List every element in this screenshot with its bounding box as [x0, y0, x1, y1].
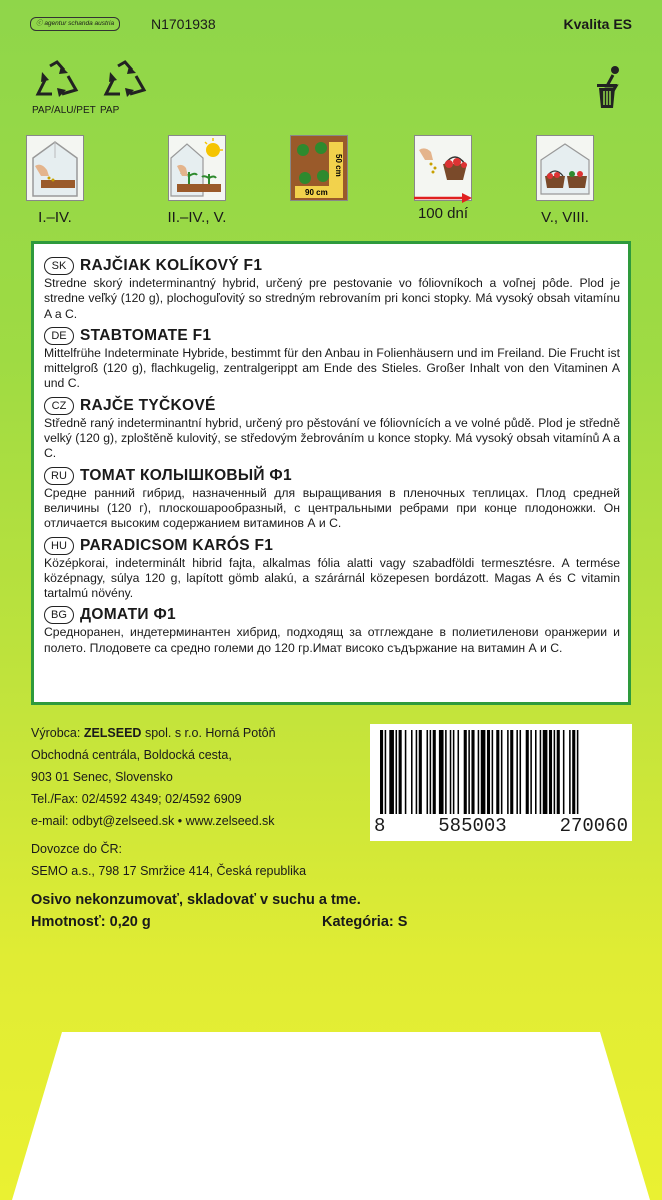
- section-title: ДОМАТИ Ф1: [80, 606, 176, 624]
- barcode-bar: [554, 730, 556, 814]
- spacing-b-label: 50 cm: [334, 154, 343, 177]
- manufacturer-company: ZELSEED: [83, 726, 142, 740]
- importer-info: [31, 838, 306, 882]
- category-label: Kategória: S: [322, 914, 408, 930]
- recycle-icon: [100, 60, 150, 98]
- barcode-bar: [450, 730, 452, 814]
- manufacturer-rest: spol. s r.o. Horná Potôň: [141, 726, 276, 740]
- description-box: [31, 241, 631, 705]
- step-caption: V., VIII.: [541, 209, 589, 226]
- barcode-digits-right: 270060: [559, 815, 628, 837]
- barcode-bar: [496, 730, 499, 814]
- section-text: Středně raný indeterminantní hybrid, určený pro pěstování ve fóliovnících a ve volné půdě. Plod je středně velký (120 g), zploštěně kulovitý, se středovým žebrováním u konce stopky. Má vysoký obsah vitamínů A a C.: [44, 415, 620, 461]
- barcode-bars: [380, 730, 622, 814]
- step-caption: II.–IV., V.: [167, 209, 227, 226]
- barcode-bar: [572, 730, 575, 814]
- step-greenhouse-harvest: [530, 135, 600, 226]
- section-bg: [44, 605, 620, 656]
- barcode-bar: [430, 730, 432, 814]
- barcode-bar: [427, 730, 429, 814]
- barcode-bar: [540, 730, 542, 814]
- barcode-bar: [419, 730, 422, 814]
- barcode-bar: [520, 730, 522, 814]
- step-caption: I.–IV.: [38, 209, 72, 226]
- step-spacing: [284, 135, 354, 209]
- barcode-bar: [439, 730, 444, 814]
- agentur-logo: ⓒ agentur schanda austria: [30, 17, 120, 31]
- recycle-label-left: PAP/ALU/PET: [32, 105, 96, 116]
- barcode-digits: [374, 815, 628, 837]
- spacing-a-label: 90 cm: [305, 188, 328, 197]
- barcode-bar: [492, 730, 494, 814]
- manufacturer-line: Obchodná centrála, Boldocká cesta,: [31, 748, 232, 762]
- barcode: [370, 724, 632, 841]
- header-bar: [30, 14, 632, 34]
- barcode-bar: [458, 730, 460, 814]
- barcode-bar: [411, 730, 413, 814]
- barcode-bar: [433, 730, 436, 814]
- barcode-digit-lead: 8: [374, 815, 386, 837]
- section-text: Средноранен, индетерминантен хибрид, подходящ за отглеждане в полиетиленови оранжерии и полето. Плодовете са средно големи до 120 гр.Имат високо съдържание на витамин А и С.: [44, 625, 620, 655]
- barcode-bar: [481, 730, 486, 814]
- step-harvest: [408, 135, 478, 222]
- step-sowing: [20, 135, 90, 226]
- barcode-digits-left: 585003: [438, 815, 507, 837]
- section-text: Средне ранний гибрид, назначенный для выращивания в пленочных теплицах. Плод средней величины (120 г), плоскошарообразный, с центральными ребрами при конце плодоножки. Он отличается высоким содержанием витаминов А и С.: [44, 485, 620, 531]
- greenhouse-sowing-icon: [26, 135, 84, 201]
- weight-label: Hmotnosť: 0,20 g: [31, 914, 151, 930]
- manufacturer-phone: Tel./Fax: 02/4592 4349; 02/4592 6909: [31, 792, 242, 806]
- section-title: ТОМАТ КОЛЫШКОВЫЙ Ф1: [80, 466, 292, 484]
- section-title: RAJČE TYČKOVÉ: [80, 396, 216, 414]
- barcode-bar: [399, 730, 402, 814]
- barcode-bar: [405, 730, 407, 814]
- section-text: Stredne skorý indeterminantný hybrid, určený pre pestovanie vo fóliovníkoch a voľnej pôde. Plod je stredne veľký (120 g), plochoguľovitý so stredným rebrovaním pri konci stopky. Má vysoký obsah vitamínu A a C.: [44, 276, 620, 321]
- section-de: [44, 326, 620, 392]
- spacing-grid-icon: [290, 135, 348, 201]
- quality-label: Kvalita ES: [563, 16, 632, 32]
- manufacturer-line: 903 01 Senec, Slovensko: [31, 770, 173, 784]
- barcode-bar: [478, 730, 480, 814]
- lang-badge: BG: [44, 606, 74, 624]
- section-text: Mittelfrühe Indeterminate Hybride, bestimmt für den Anbau in Folienhäusern und im Freiland. Die Frucht ist mittelgroß (120 g), flachkugelig, zentralgerippt am Ende des Stieles. Großer Inhalt von den Vitaminen A und C.: [44, 345, 620, 391]
- lang-badge: DE: [44, 327, 74, 345]
- manufacturer-prefix: Výrobca:: [31, 726, 84, 740]
- barcode-bar: [385, 730, 387, 814]
- barcode-bar: [530, 730, 532, 814]
- importer-label: Dovozce do ČR:: [31, 842, 123, 856]
- barcode-bar: [563, 730, 565, 814]
- section-cz: [44, 396, 620, 462]
- trash-bin-icon: [594, 64, 626, 115]
- importer-address: SEMO a.s., 798 17 Smržice 414, Česká republika: [31, 864, 307, 878]
- barcode-bar: [468, 730, 470, 814]
- greenhouse-harvest-icon: [536, 135, 594, 201]
- barcode-bar: [471, 730, 474, 814]
- barcode-bar: [526, 730, 529, 814]
- storage-warning: Osivo nekonzumovať, skladovať v suchu a tme.: [31, 892, 361, 908]
- lang-badge: RU: [44, 467, 74, 485]
- step-transplant: [162, 135, 232, 226]
- barcode-bar: [501, 730, 503, 814]
- packet-window: [0, 1020, 662, 1200]
- barcode-bar: [543, 730, 548, 814]
- barcode-bar: [510, 730, 513, 814]
- barcode-bar: [396, 730, 398, 814]
- section-text: Középkorai, indeterminált hibrid fajta, alkalmas fólia alatti vagy szabadföldi termesztésre. A termése középnagy, súlya 120 g, lapított gömb alakú, a szárárnál közepesen bordázott. Magas A és C vitamin tartalmú növény.: [44, 555, 620, 601]
- barcode-bar: [577, 730, 579, 814]
- catalog-number: N1701938: [151, 16, 216, 32]
- barcode-bar: [453, 730, 455, 814]
- barcode-bar: [569, 730, 571, 814]
- barcode-bar: [487, 730, 490, 814]
- recycle-pap-alu-pet: [32, 60, 96, 116]
- seedling-transplant-icon: [168, 135, 226, 201]
- section-ru: [44, 466, 620, 532]
- section-sk: [44, 256, 620, 322]
- barcode-bar: [389, 730, 394, 814]
- section-hu: [44, 536, 620, 602]
- barcode-bar: [535, 730, 537, 814]
- section-title: PARADICSOM KARÓS F1: [80, 536, 274, 554]
- barcode-bar: [507, 730, 509, 814]
- manufacturer-contact: e-mail: odbyt@zelseed.sk • www.zelseed.sk: [31, 814, 275, 828]
- section-title: RAJČIAK KOLÍKOVÝ F1: [80, 257, 263, 274]
- cultivation-steps: [20, 135, 642, 235]
- manufacturer-info: [31, 722, 276, 832]
- step-caption: 100 dní: [417, 205, 469, 222]
- barcode-bar: [516, 730, 518, 814]
- barcode-bar: [416, 730, 418, 814]
- recycle-icon: [32, 60, 82, 98]
- barcode-bar: [557, 730, 560, 814]
- harvest-basket-icon: [414, 135, 472, 201]
- section-title: STABTOMATE F1: [80, 326, 212, 344]
- lang-badge: SK: [44, 257, 74, 275]
- barcode-bar: [445, 730, 447, 814]
- barcode-bar: [380, 730, 383, 814]
- recycle-pap: [100, 60, 150, 116]
- barcode-bar: [464, 730, 467, 814]
- recycle-label-right: PAP: [100, 105, 120, 116]
- lang-badge: CZ: [44, 397, 74, 415]
- barcode-bar: [549, 730, 552, 814]
- lang-badge: HU: [44, 537, 74, 555]
